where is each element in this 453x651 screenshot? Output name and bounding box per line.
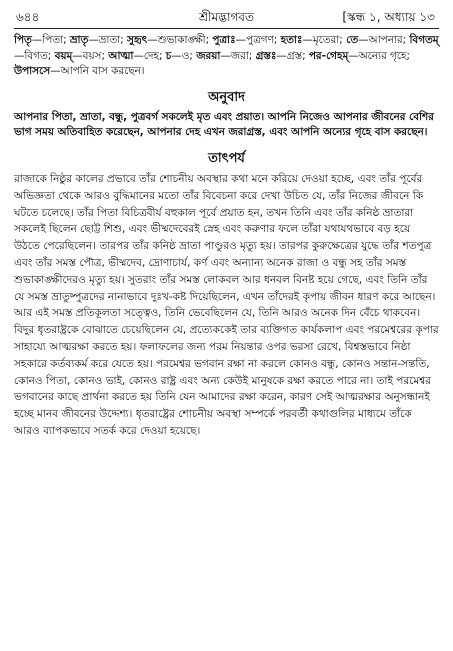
synonym-meaning: পুত্রগণ [246,34,274,46]
translation-text [14,110,439,141]
purport-line: বিচিত্রবীর্য বহুকাল পূর্বে প্রয়াত হন, তখন তিনি এবং তাঁর কনিষ্ঠ ভ্রাতারা সকলেই [14,206,414,236]
purport-line: সাহায্যে আত্মরক্ষা করতে হয়। ফলাফলের জন্য পরম নিয়ন্তার ওপর ভরসা রেখে, [14,340,342,353]
purport-line: বিশ্বস্তভাবে নিষ্ঠা সহকারে কর্তব্যকর্ম করে যেতে হয়। পরমেশ্বর ভগবান রক্ষা [14,340,411,370]
purport-line: করে দেখা উচিত যে, তাঁর নিজের জীবনে কি ঘটতে চলেছে। তাঁর পিতা [14,189,424,219]
synonym-meaning: শুভাকাঙ্ক্ষী [157,34,206,46]
synonym-meaning: অন্যের গৃহে [358,49,407,62]
translation-line: আপনার জীবনের বেশির ভাগ সময় অতিবাহিত করেছেন, আপনার দেহ এখন [14,110,434,139]
page-number: ৬৪৪ [16,10,40,24]
purport-line: রাষ্ট্র এবং অন্য কেউই মানুষকে রক্ষা করতে পারে না। তাই পরমেশ্বর ভগবানের [14,374,431,404]
synonym-meaning: বিগত [24,49,48,62]
purport-line: কাছে প্রার্থনা করতে হয় তিনি যেন আমাদের রক্ষা করেন, কারণ সেই আত্মরক্ষার [57,391,382,404]
translation-line: আপনার পিতা, ভ্রাতা, বন্ধু, পুত্রবর্গ সকলেই মৃত এবং প্রয়াত। আপনি নিজেও [14,110,330,123]
purport-line: হচ্ছে, এবং তাঁর পূর্বের অভিজ্ঞতা থেকে আরও বুদ্ধিমানের মতো তাঁর বিবেচনা [14,172,423,202]
synonym-meaning: দেহ [143,49,159,62]
purport-line: অনুসন্ধানই হচ্ছে মানব জীবনের উদ্দেশ্য। ধৃতরাষ্ট্রের শোচনীয় অবস্থা সম্পর্কে [14,391,430,421]
synonym-word: তে [346,34,359,46]
purport-line: চেয়েছিলেন যে, প্রত্যেককেই তার ব্যক্তিগত কার্যকলাপ এবং পরমেশ্বরের কৃপার [121,324,439,337]
purport-line: বড় হয়ে উঠতে পেরেছিলেন। তারপর তাঁর কনিষ্ঠ ভ্রাতা পাণ্ডুরও মৃত্যু হয়। [14,223,411,253]
synonym-word: পর-গেহম্ [308,49,349,62]
purport-line: হয়। সুতরাং তাঁর সমস্ত লোকবল আর ধনবল বিনষ্ট হয়ে গেছে, এবং তিনি [109,273,408,286]
purport-heading: তাৎপর্য [208,150,245,166]
synonym-word: বিগতম্ [409,34,439,46]
synonym-word: ভ্রাতৃ [69,34,89,46]
synonym-word: গ্রস্তঃ [255,49,277,62]
synonym-word: হতাঃ [280,34,303,46]
synonym-meaning: জরা [230,49,249,62]
word-synonyms: পিতৃ—পিতা; ভ্রাতৃ—ভ্রাতা; সুহৃৎ—শুভাকাঙ্ক্ষী; পুত্রাঃ—পুত্রগণ; হতাঃ—মৃতেরা; তে—আপনার; বিগতম্—বিগত; বয়ম্—বয়স; আত্মা—দেহ; চ—ও; জরয়া—জরা; গ্রস্তঃ—গ্রস্ত; পর-গেহম্—অন্যের গৃহে; উপাসসে—আপনি বাস করছেন। [14,34,439,78]
translation-line: জরাগ্রস্ত, এবং আপনি অন্যের গৃহে বাস করছেন। [228,126,428,139]
synonym-meaning: ও [181,49,190,62]
purport-line: যে, তিনি আরও অনেক দিন বেঁচে থাকবেন। বিদুর ধৃতরাষ্ট্রকে বোঝাতে [14,307,421,337]
synonym-word: জরয়া [196,49,221,62]
synonym-meaning: আপনার [368,34,403,46]
synonym-meaning: ভ্রাতা [98,34,121,46]
purport-line: তাঁর যে সমস্ত ভ্রাতুষ্পুত্রদের নানাভাবে দুঃখ-কষ্ট দিয়েছিলেন, এখন তাঁদেরই কৃপায় [14,273,428,303]
purport-text [14,171,439,440]
header-rule [14,28,439,29]
chapter-reference: [স্কন্ধ ১, অধ্যায় ১৩ [342,10,435,24]
purport-line: জীবন ধারণ করে আছেন। আর এই সমস্ত প্রতিকূলতা সত্ত্বেও, তিনি ভেবেছিলেন [14,290,436,320]
synonym-word: পিতৃ [14,34,32,46]
synonym-meaning: মৃতেরা [312,34,340,46]
synonym-word: আত্মা [108,49,134,62]
purport-line: তারপর কুরুক্ষেত্রের যুদ্ধে তাঁর শতপুত্র এবং তাঁর সমস্ত পৌত্র, ভীষ্মদেব, দ্রোণাচার্য, [14,240,432,269]
synonym-meaning: গ্রস্ত [286,49,303,62]
purport-line: কর্ণ এবং অন্যান্য অনেক রাজা ও বন্ধু সহ তাঁর সমস্ত শুভাকাঙ্ক্ষীদেরও মৃত্যু [14,256,407,286]
purport-line: ছিলেন ছোট্ট শিশু, এবং ভীষ্মদেবেরই স্নেহ এবং করুণার ফলে তাঁরা যথাযথভাবে [49,223,375,236]
purport-line: রাজাকে নিষ্ঠুর কালের প্রভাবে তাঁর শোচনীয় অবস্থার কথা মনে করিয়ে দেওয়া [14,172,328,185]
synonym-meaning: বয়স [82,49,102,62]
purport-line: না করলে কোনও বন্ধু, কোনও সন্তান-সন্ততি, কোনও পিতা, কোনও ভাই, কোনও [14,357,430,387]
synonym-word: সুহৃৎ [127,34,148,46]
synonym-word: চ [165,49,172,62]
synonym-word: বয়ম্ [54,49,73,62]
synonym-word: পুত্রাঃ [212,34,236,46]
translation-heading: অনুবাদ [208,89,245,105]
running-header [14,6,439,28]
synonym-word: উপাসসে [14,65,51,78]
book-title: শ্রীমদ্ভাগবত [198,10,254,24]
synonym-meaning: আপনি বাস করছেন। [60,65,145,78]
purport-line: পরবর্তী কথাগুলির মাধ্যমে তাঁকে আরও ব্যাপকভাবে সতর্ক করে দেওয়া হয়েছে। [14,408,412,437]
synonym-meaning: পিতা [42,34,64,46]
